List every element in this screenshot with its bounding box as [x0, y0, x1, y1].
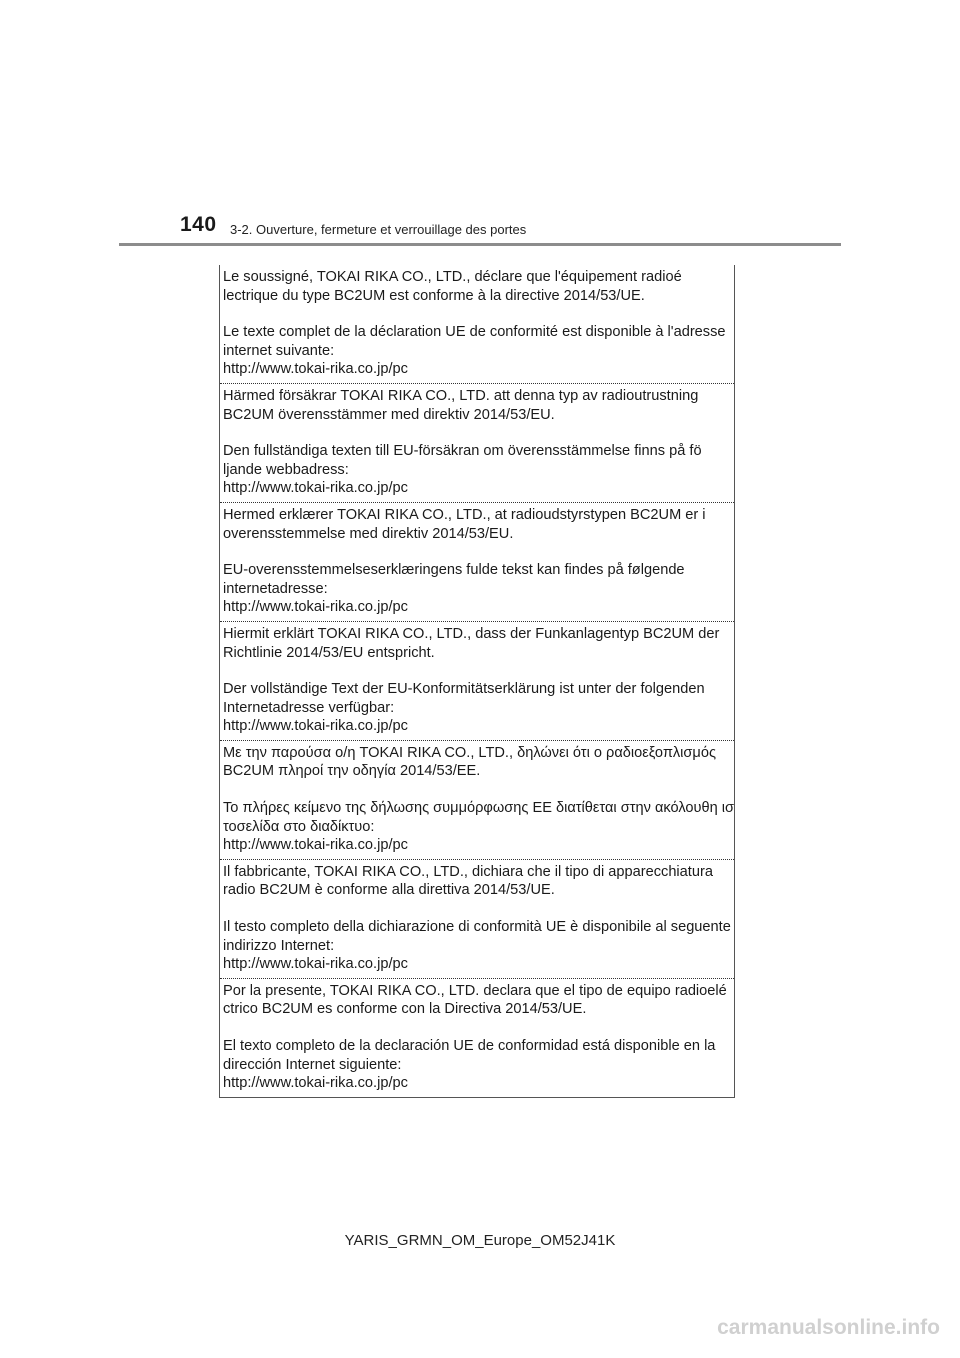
- declaration-text: Με την παρούσα ο/η TOKAI RIKA CO., LTD., δηλώνει ότι ο ραδιοεξοπλισμός: [223, 744, 716, 761]
- paragraph-gap: [223, 781, 734, 799]
- declaration-block-french: [220, 265, 734, 383]
- paragraph-gap: [223, 424, 734, 442]
- declaration-text: Por la presente, TOKAI RIKA CO., LTD. declara que el tipo de equipo radioelé: [223, 982, 727, 999]
- declaration-text: Richtlinie 2014/53/EU entspricht.: [223, 644, 435, 661]
- declaration-text: lectrique du type BC2UM est conforme à la directive 2014/53/UE.: [223, 287, 645, 304]
- header-divider: [119, 243, 841, 246]
- manual-code: YARIS_GRMN_OM_Europe_OM52J41K: [344, 1232, 616, 1249]
- declaration-text: Hiermit erklärt TOKAI RIKA CO., LTD., dass der Funkanlagentyp BC2UM der: [223, 625, 720, 642]
- declaration-text: Le soussigné, TOKAI RIKA CO., LTD., déclare que l'équipement radioé: [223, 269, 682, 285]
- declaration-text: τοσελίδα στο διαδίκτυο:: [223, 818, 375, 835]
- declaration-block-greek: [220, 740, 734, 859]
- declaration-text: Το πλήρες κείμενο της δήλωσης συμμόρφωσης ΕΕ διατίθεται στην ακόλουθη ισ: [223, 800, 735, 817]
- declaration-text: ljande webbadress:: [223, 461, 349, 478]
- paragraph-gap: [223, 662, 734, 680]
- declaration-text: Hermed erklærer TOKAI RIKA CO., LTD., at radioudstyrstypen BC2UM er i: [223, 506, 706, 523]
- declaration-url-link[interactable]: http://www.tokai-rika.co.jp/pc: [223, 599, 408, 616]
- declaration-text: BC2UM överensstämmer med direktiv 2014/53/EU.: [223, 406, 555, 423]
- declaration-text: Le texte complet de la déclaration UE de conformité est disponible à l'adresse: [223, 324, 726, 341]
- paragraph-gap: [223, 1019, 734, 1037]
- declaration-url-link[interactable]: http://www.tokai-rika.co.jp/pc: [223, 956, 408, 973]
- declaration-text: Il fabbricante, TOKAI RIKA CO., LTD., dichiara che il tipo di apparecchiatura: [223, 863, 713, 880]
- declaration-text: Il testo completo della dichiarazione di conformità UE è disponibile al seguente: [223, 919, 731, 936]
- declaration-block-italian: [220, 859, 734, 978]
- declaration-text: Internetadresse verfügbar:: [223, 699, 395, 716]
- declaration-text: internet suivante:: [223, 342, 335, 359]
- declaration-text: BC2UM πληροί την οδηγία 2014/53/ΕΕ.: [223, 763, 481, 780]
- site-watermark: carmanualsonline.info: [717, 1316, 940, 1339]
- declaration-block-danish: [220, 502, 734, 621]
- declaration-url-link[interactable]: http://www.tokai-rika.co.jp/pc: [223, 361, 408, 378]
- page-header: [0, 0, 960, 250]
- declaration-text: Der vollständige Text der EU-Konformitätserklärung ist unter der folgenden: [223, 681, 705, 698]
- declaration-text: El texto completo de la declaración UE de conformidad está disponible en la: [223, 1038, 716, 1054]
- section-title: 3-2. Ouverture, fermeture et verrouillage des portes: [230, 222, 527, 237]
- declaration-text: ctrico BC2UM es conforme con la Directiva 2014/53/UE.: [223, 1001, 587, 1018]
- declaration-url-link[interactable]: http://www.tokai-rika.co.jp/pc: [223, 837, 408, 854]
- declaration-url-link[interactable]: http://www.tokai-rika.co.jp/pc: [223, 718, 408, 735]
- declaration-url-link[interactable]: http://www.tokai-rika.co.jp/pc: [223, 480, 408, 497]
- declaration-text: overensstemmelse med direktiv 2014/53/EU.: [223, 525, 514, 542]
- declaration-url-link[interactable]: http://www.tokai-rika.co.jp/pc: [223, 1075, 408, 1092]
- declaration-text: EU-overensstemmelseserklæringens fulde tekst kan findes på følgende: [223, 562, 685, 579]
- declaration-block-german: [220, 621, 734, 740]
- declaration-text: radio BC2UM è conforme alla direttiva 2014/53/UE.: [223, 882, 555, 899]
- declaration-text: dirección Internet siguiente:: [223, 1056, 402, 1073]
- paragraph-gap: [223, 900, 734, 918]
- declaration-text: indirizzo Internet:: [223, 937, 335, 954]
- declaration-box: [219, 265, 735, 1098]
- declaration-block-swedish: [220, 383, 734, 502]
- declaration-text: internetadresse:: [223, 580, 328, 597]
- declaration-text: Den fullständiga texten till EU-försäkran om överensstämmelse finns på fö: [223, 443, 702, 460]
- page-number: 140: [180, 213, 217, 236]
- paragraph-gap: [223, 543, 734, 561]
- declaration-text: Härmed försäkrar TOKAI RIKA CO., LTD. att denna typ av radioutrustning: [223, 387, 699, 404]
- paragraph-gap: [223, 305, 734, 323]
- declaration-block-spanish: [220, 978, 734, 1097]
